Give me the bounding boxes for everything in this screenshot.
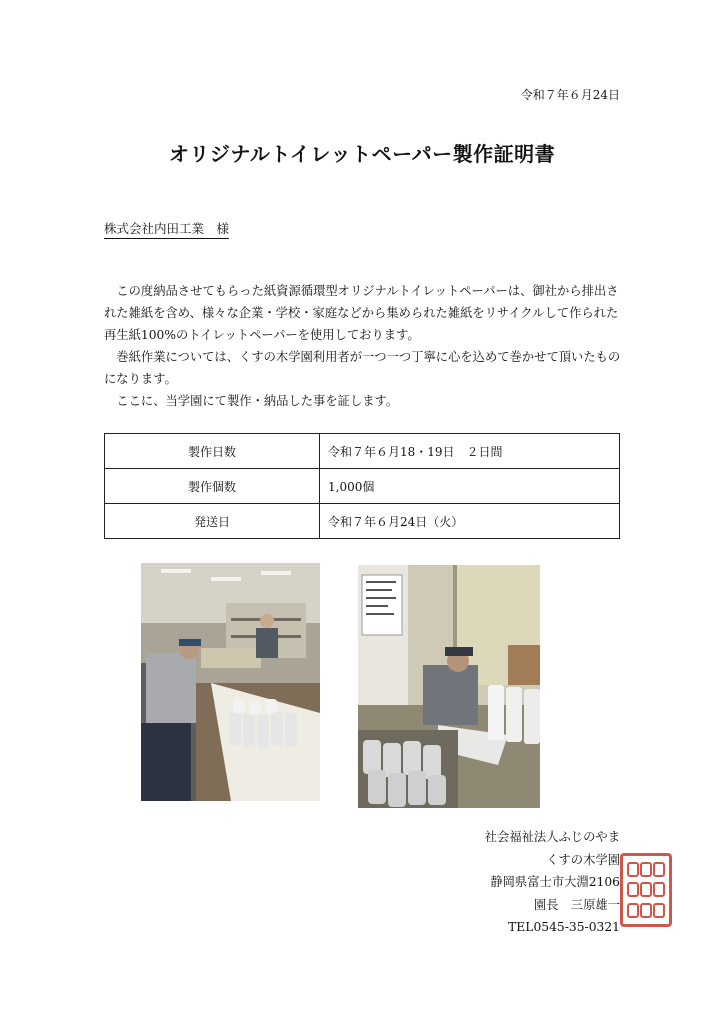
seal-glyph xyxy=(653,862,665,877)
signature-block xyxy=(485,826,620,939)
addressee: 株式会社内田工業 様 xyxy=(104,219,229,239)
facility-name: くすの木学園 xyxy=(546,852,620,867)
table-row xyxy=(105,504,620,539)
table-value: 令和７年６月18・19日 ２日間 xyxy=(320,434,620,469)
seal-glyph xyxy=(640,903,652,918)
address: 静岡県富士市大淵2106 xyxy=(490,875,620,889)
seal-glyph xyxy=(627,882,639,897)
official-seal-stamp xyxy=(620,853,672,927)
seal-glyph xyxy=(627,903,639,918)
seal-glyph xyxy=(627,862,639,877)
production-info-table xyxy=(104,433,620,539)
work-photo-room xyxy=(141,563,320,801)
organization-name: 社会福祉法人ふじのやま xyxy=(484,830,620,844)
body-text xyxy=(104,280,624,412)
table-label: 製作日数 xyxy=(105,434,320,469)
seal-glyph xyxy=(640,882,652,897)
table-row xyxy=(105,469,620,504)
body-paragraph: 巻紙作業については、くすの木学園利用者が一つ一つ丁寧に心を込めて巻かせて頂いたものになります。 xyxy=(104,350,621,386)
table-label: 製作個数 xyxy=(105,469,320,504)
table-label: 発送日 xyxy=(105,504,320,539)
seal-glyph xyxy=(653,882,665,897)
document-date: 令和７年６月24日 xyxy=(520,88,620,102)
seal-glyph xyxy=(653,903,665,918)
work-photo-window-illustration xyxy=(358,565,540,808)
table-value: 令和７年６月24日（火） xyxy=(320,504,620,539)
table-value: 1,000個 xyxy=(320,469,620,504)
phone-number: TEL0545-35-0321 xyxy=(508,920,620,934)
work-photo-room-illustration xyxy=(141,563,320,801)
director-name: 園長 三原雄一 xyxy=(533,897,620,912)
seal-glyph xyxy=(640,862,652,877)
body-paragraph: この度納品させてもらった紙資源循環型オリジナルトイレットペーパーは、御社から排出された雑紙を含め、様々な企業・学校・家庭などから集められた雑紙をリサイクルして作られた再生紙100%のトイレットペーパーを使用しております。 xyxy=(104,284,619,342)
work-photo-window xyxy=(358,565,540,808)
body-paragraph: ここに、当学園にて製作・納品した事を証します。 xyxy=(116,394,399,408)
table-row xyxy=(105,434,620,469)
document-title: オリジナルトイレットペーパー製作証明書 xyxy=(168,142,556,166)
